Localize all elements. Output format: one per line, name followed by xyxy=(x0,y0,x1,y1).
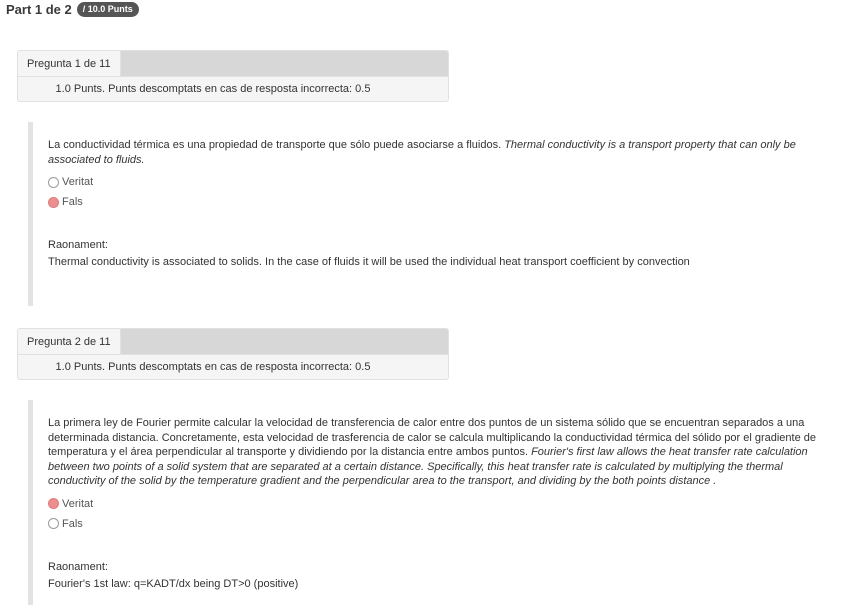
radio-selected-icon[interactable] xyxy=(48,197,59,208)
reason-text: Thermal conductivity is associated to solids. In the case of fluids it will be used the individual heat transport coefficient by convection xyxy=(48,256,690,269)
part-title: Part 1 de 2 xyxy=(6,1,72,17)
question-points: 1.0 Punts. Punts descomptats en cas de resposta incorrecta: 0.5 xyxy=(55,83,371,95)
question-header-1 xyxy=(17,50,449,102)
radio-icon[interactable] xyxy=(48,177,59,188)
points-badge: / 10.0 Punts xyxy=(77,2,139,17)
question-body-2 xyxy=(28,400,843,605)
question-header-bar xyxy=(121,51,448,76)
option-label: Fals xyxy=(62,517,83,530)
option-veritat[interactable] xyxy=(48,172,843,192)
question-number: Pregunta 1 de 11 xyxy=(18,51,121,76)
question-text: La conductividad térmica es una propiedad de transporte que sólo puede asociarse a fluidos. Thermal conductivity is a transport property that can only be associated to fluids. xyxy=(48,139,796,166)
option-label: Fals xyxy=(62,196,83,209)
question-number: Pregunta 2 de 11 xyxy=(18,329,121,354)
option-veritat[interactable] xyxy=(48,494,843,514)
reason-label: Raonament: xyxy=(48,239,108,252)
question-text: La primera ley de Fourier permite calcular la velocidad de transferencia de calor entre dos puntos de un sistema sólido que se encuentran separados a una determinada distancia. Concretamente, esta velocidad de trasferencia de calor se calcula multiplicando la conductividad térmica del sólido por el gradiente de temperatura y el área perpendicular al transporte y dividiendo por la distancia entre ambos puntos. Fourier's first law allows the heat transfer rate calculation between two points of a solid system that are separated at a certain distance. Specifically, this heat transfer rate is calculated by multiplying the thermal conductivity of the solid by the temperature gradient and the perpendicular area to the transport, and dividing by the both points distance . xyxy=(48,417,816,488)
option-label: Veritat xyxy=(62,497,94,510)
question-header-bar xyxy=(121,329,448,354)
reason-label: Raonament: xyxy=(48,560,108,573)
question-points: 1.0 Punts. Punts descomptats en cas de resposta incorrecta: 0.5 xyxy=(55,361,371,373)
question-body-1 xyxy=(28,122,843,306)
part-header xyxy=(6,0,139,18)
option-label: Veritat xyxy=(62,176,94,189)
option-fals[interactable] xyxy=(48,192,843,212)
question-header-2 xyxy=(17,328,449,380)
radio-selected-icon[interactable] xyxy=(48,498,59,509)
option-fals[interactable] xyxy=(48,514,843,534)
radio-icon[interactable] xyxy=(48,518,59,529)
reason-text: Fourier's 1st law: q=KADT/dx being DT>0 (positive) xyxy=(48,577,299,590)
